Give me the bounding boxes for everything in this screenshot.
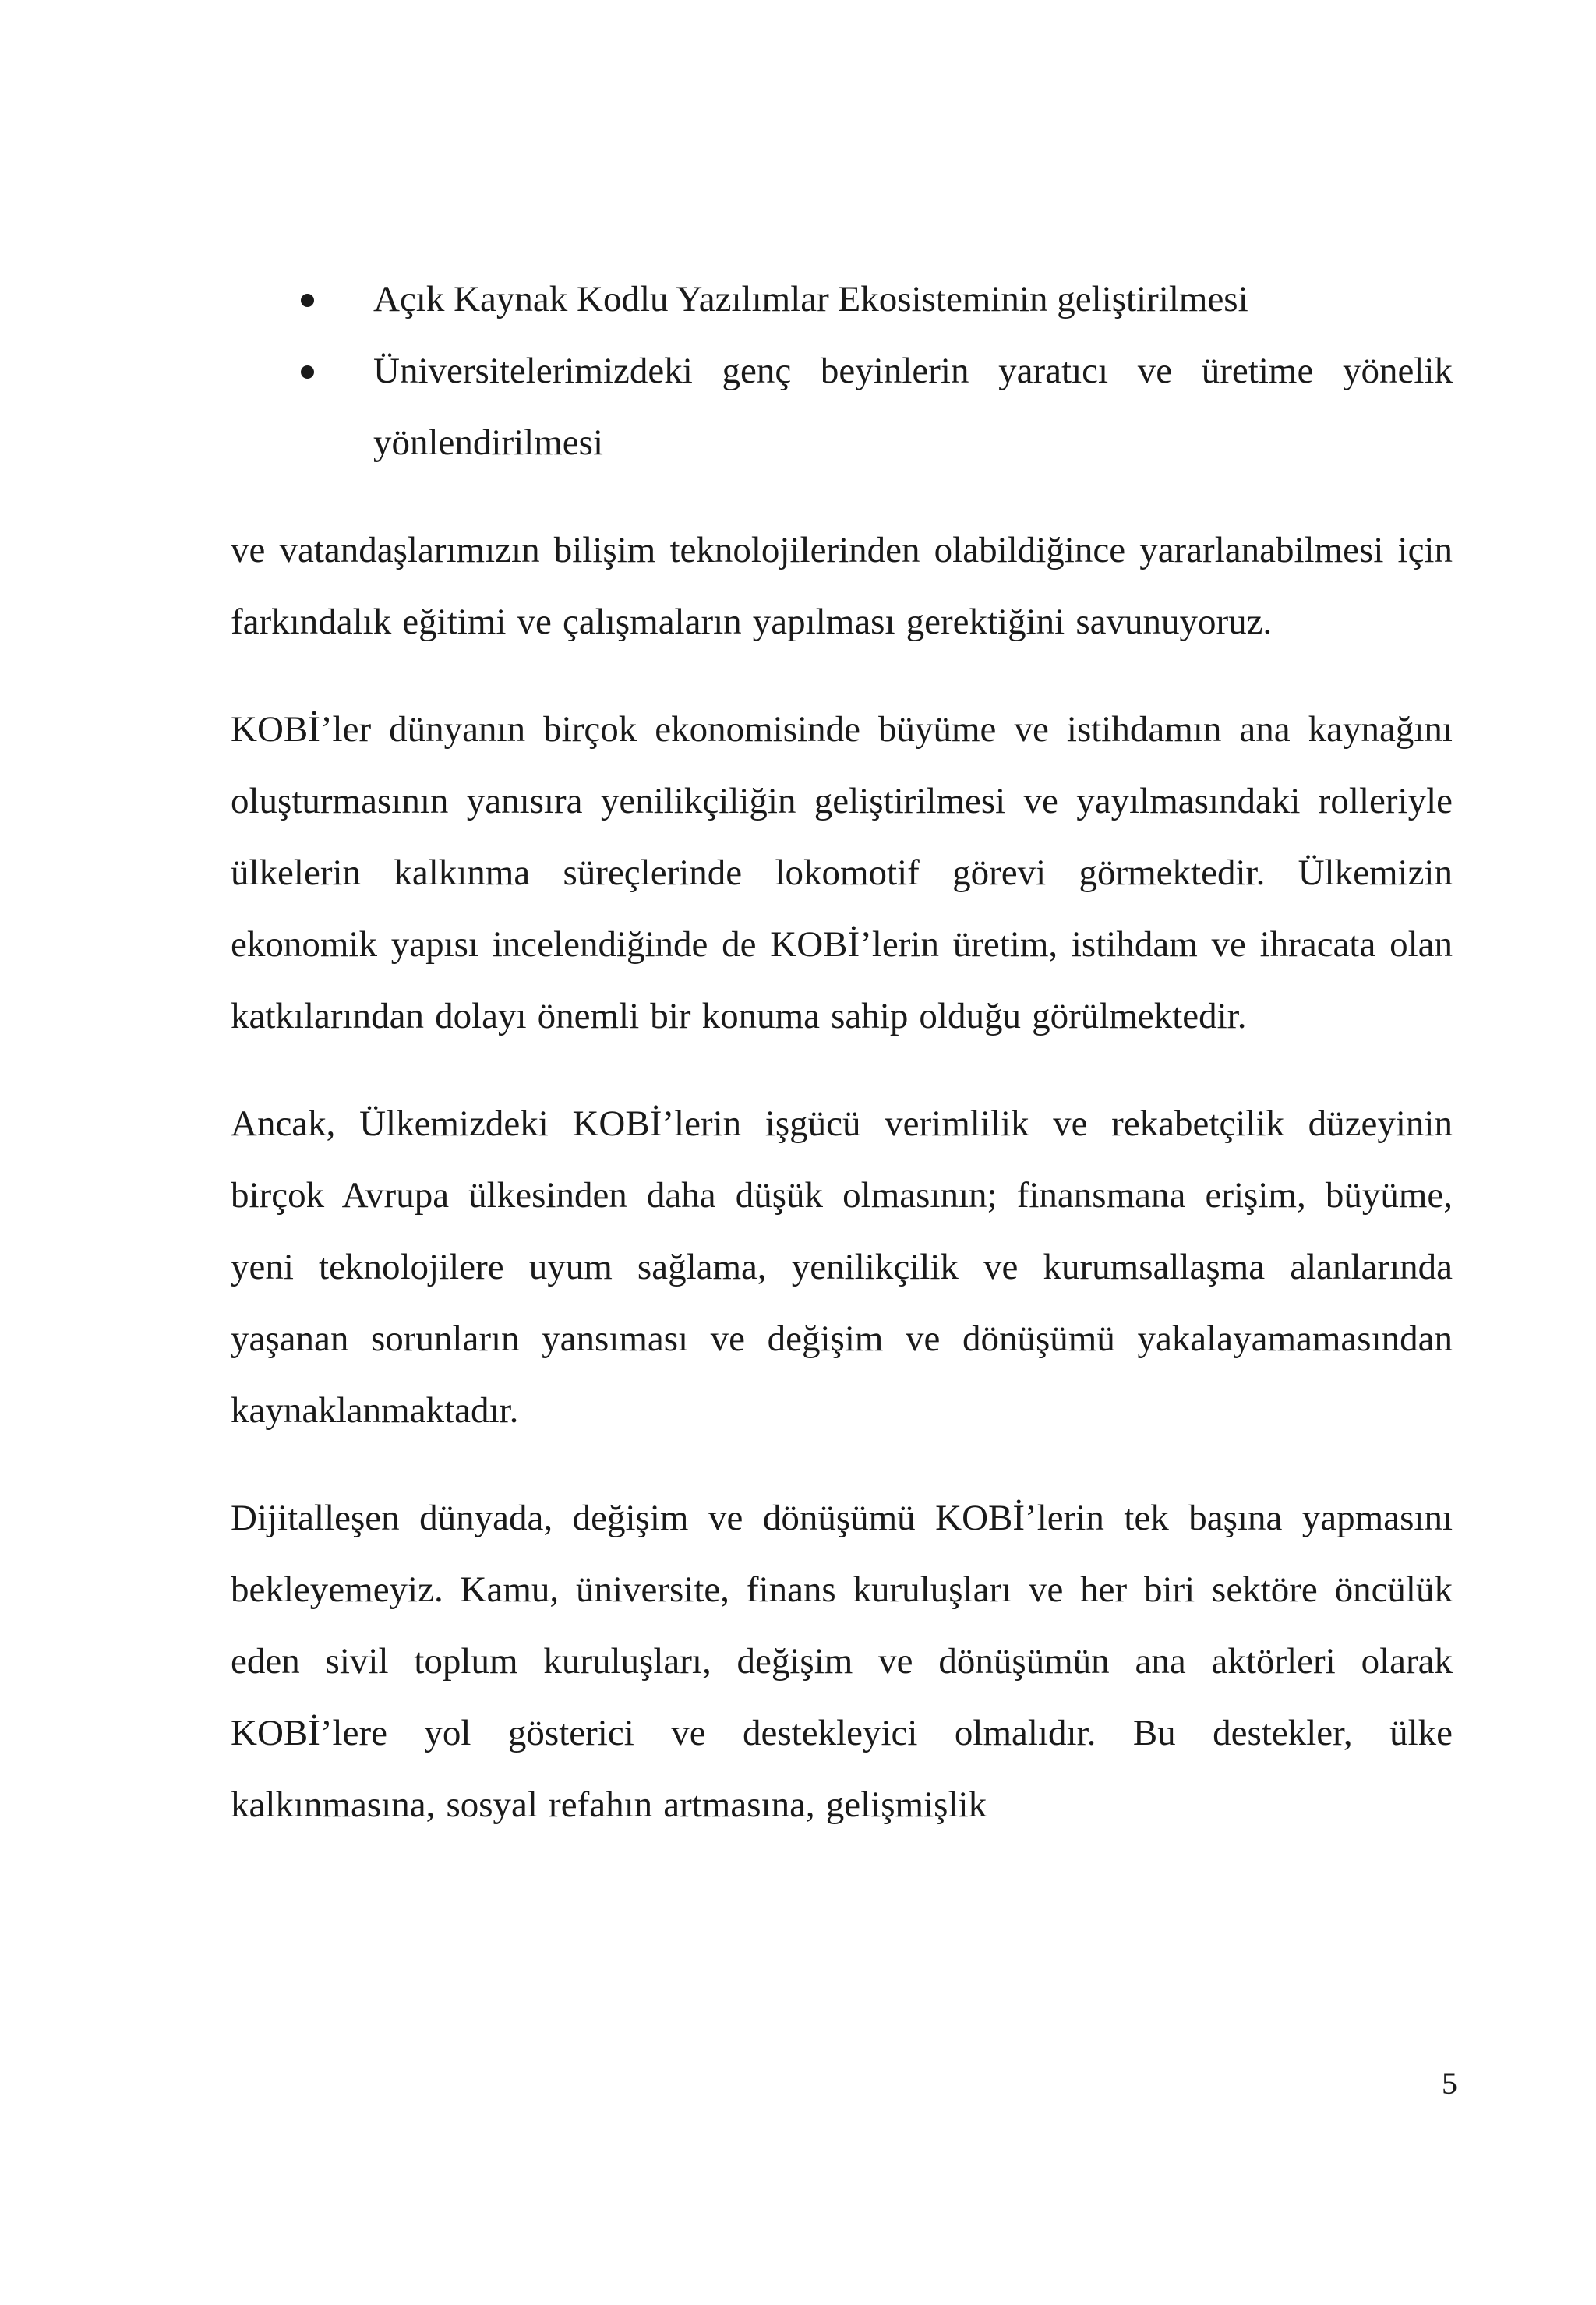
bullet-item [231,263,1453,335]
bullet-list [231,263,1453,478]
bullet-item [231,335,1453,478]
paragraph: KOBİ’ler dünyanın birçok ekonomisinde büyüme ve istihdamın ana kaynağını oluşturmasının yanısıra yenilikçiliğin geliştirilmesi ve yayılmasındaki rolleriyle ülkelerin kalkınma süreçlerinde lokomotif görevi görmektedir. Ülkemizin ekonomik yapısı incelendiğinde de KOBİ’lerin üretim, istihdam ve ihracata olan katkılarından dolayı önemli bir konuma sahip olduğu görülmektedir. [231,709,1453,1036]
paragraph: Ancak, Ülkemizdeki KOBİ’lerin işgücü verimlilik ve rekabetçilik düzeyinin birçok Avrupa ülkesinden daha düşük olmasının; finansmana erişim, büyüme, yeni teknolojilere uyum sağlama, yenilikçilik ve kurumsallaşma alanlarında yaşanan sorunların yansıması ve değişim ve dönüşümü yakalayamamasından kaynaklanmaktadır. [231,1103,1453,1431]
paragraph: Dijitalleşen dünyada, değişim ve dönüşümü KOBİ’lerin tek başına yapmasını bekleyemeyiz. Kamu, üniversite, finans kuruluşları ve her biri sektöre öncülük eden sivil toplum kuruluşları, değişim ve dönüşümün ana aktörleri olarak KOBİ’lere yol gösterici ve destekleyici olmalıdır. Bu destekler, ülke kalkınmasına, sosyal refahın artmasına, gelişmişlik [231,1498,1453,1825]
page-number: 5 [1442,2066,1457,2101]
bullet-text: Açık Kaynak Kodlu Yazılımlar Ekosisteminin geliştirilmesi [373,279,1248,319]
bullet-dot-icon [301,365,314,379]
page-body [231,263,1453,1876]
paragraph: ve vatandaşlarımızın bilişim teknolojilerinden olabildiğince yararlanabilmesi için farkındalık eğitimi ve çalışmaların yapılması gerektiğini savunuyoruz. [231,530,1453,642]
bullet-dot-icon [301,294,314,307]
bullet-text: Üniversitelerimizdeki genç beyinlerin yaratıcı ve üretime yönelik yönlendirilmesi [373,351,1453,463]
